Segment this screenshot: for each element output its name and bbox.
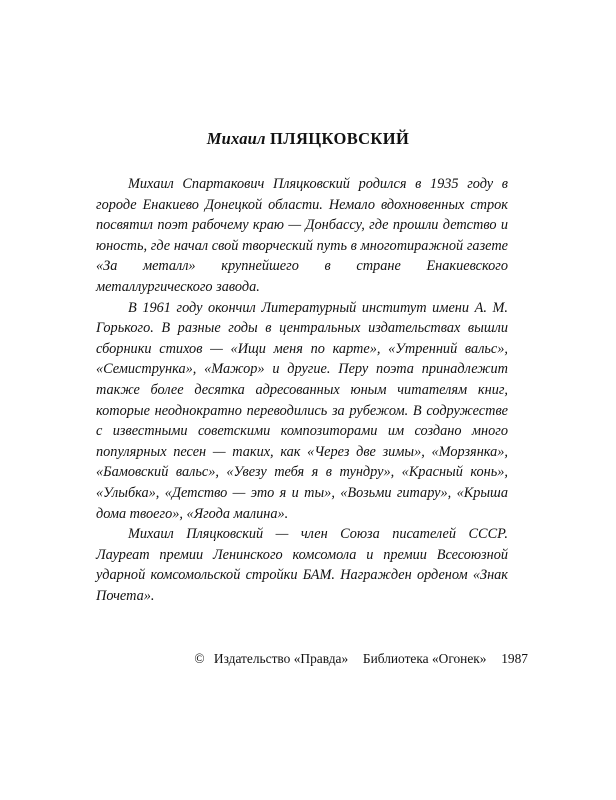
author-heading	[0, 129, 616, 149]
bio-paragraph: В 1961 году окончил Литературный институт имени А. М. Горького. В разные годы в центральных издательствах вышли сборники стихов — «Ищи меня по карте», «Утренний вальс», «Семиструнка», «Мажор» и другие. Перу поэта принадлежит также более десятка адресованных юным читателям книг, которые неоднократно переводились за рубежом. В содружестве с известными советскими композиторами им создано много популярных песен — таких, как «Через две зимы», «Морзянка», «Бамовский вальс», «Увезу тебя я в тундру», «Красный конь», «Улыбка», «Детство — это я и ты», «Возьми гитару», «Крыша дома твоего», «Ягода малина».	[96, 299, 508, 522]
author-first-name: Михаил	[206, 129, 266, 148]
bio-paragraph: Михаил Пляцковский — член Союза писателей СССР. Лауреат премии Ленинского комсомола и премии Всесоюзной ударной комсомольской стройки БАМ. Награжден орденом «Знак Почета».	[96, 526, 508, 604]
bio-paragraph: Михаил Спартакович Пляцковский родился в 1935 году в городе Енакиево Донецкой области. Немало вдохновенных строк посвятил поэт рабочему краю — Донбассу, где прошли детство и юность, где начал свой творческий путь в многотиражной газете «За металл» крупнейшего в стране Енакиевского металлургического завода.	[96, 176, 508, 295]
copyright-series: Библиотека «Огонек»	[362, 651, 487, 666]
copyright-line	[194, 651, 528, 667]
copyright-year: 1987	[501, 651, 528, 666]
biography-text	[96, 174, 508, 606]
copyright-symbol: ©	[194, 651, 205, 666]
author-surname: ПЛЯЦКОВСКИЙ	[270, 129, 410, 148]
copyright-publisher: Издательство «Правда»	[213, 651, 349, 666]
